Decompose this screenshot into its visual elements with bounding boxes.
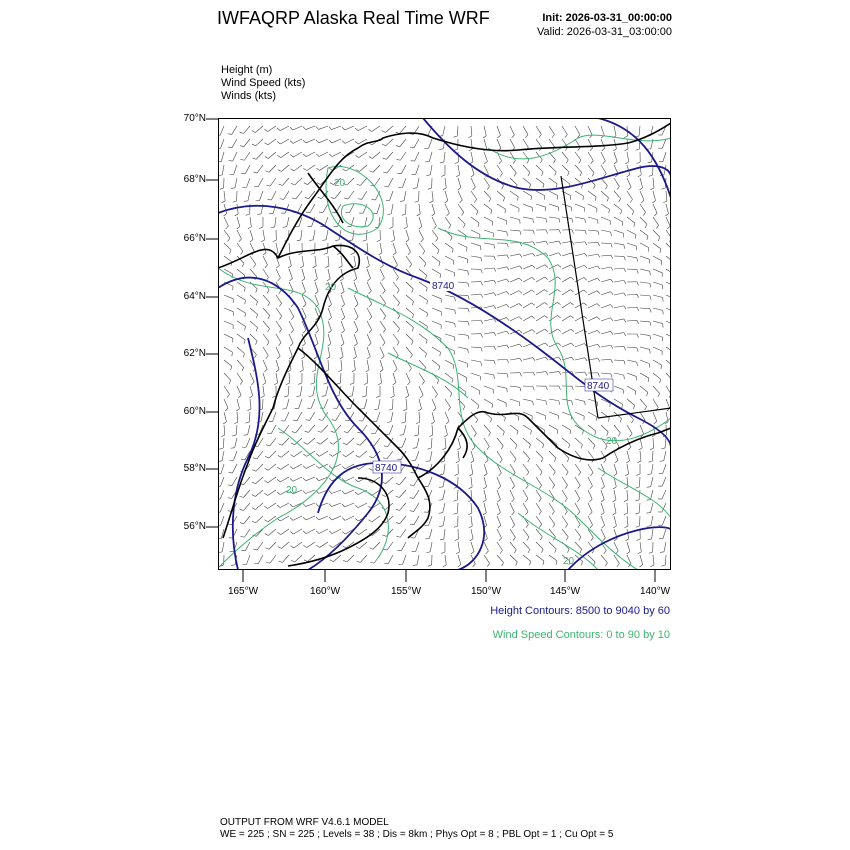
- field-winds: Winds (kts): [221, 90, 276, 102]
- field-wind-speed: Wind Speed (kts): [221, 77, 306, 89]
- lat-label-66: 66°N: [183, 233, 206, 244]
- init-time: Init: 2026-03-31_00:00:00: [542, 12, 672, 24]
- lat-label-70: 70°N: [183, 113, 206, 124]
- lat-label-56: 56°N: [183, 521, 206, 532]
- height-label: 8740: [432, 281, 455, 292]
- field-list: [221, 64, 305, 103]
- lon-label-145: 145°W: [549, 586, 581, 597]
- wind-label: 20: [325, 282, 337, 293]
- wind-label: 20: [606, 436, 618, 447]
- wind-speed-legend: Wind Speed Contours: 0 to 90 by 10: [492, 629, 670, 641]
- height-label: 8740: [375, 463, 398, 474]
- lon-label-155: 155°W: [390, 586, 422, 597]
- model-config: WE = 225 ; SN = 225 ; Levels = 38 ; Dis = 8km ; Phys Opt = 8 ; PBL Opt = 1 ; Cu Opt = 5: [220, 829, 614, 840]
- valid-time: Valid: 2026-03-31_03:00:00: [537, 26, 672, 38]
- field-height: Height (m): [221, 64, 273, 76]
- lon-label-150: 150°W: [470, 586, 502, 597]
- lat-label-68: 68°N: [183, 174, 206, 185]
- lon-label-140: 140°W: [639, 586, 671, 597]
- wind-label: 20: [334, 178, 346, 189]
- height-legend: Height Contours: 8500 to 9040 by 60: [490, 605, 670, 617]
- lat-label-64: 64°N: [183, 291, 206, 302]
- lon-label-165: 165°W: [227, 586, 259, 597]
- model-footer: [220, 817, 613, 841]
- model-version: OUTPUT FROM WRF V4.6.1 MODEL: [220, 817, 389, 828]
- wind-label: 20: [563, 556, 575, 567]
- wind-label: 20: [286, 485, 298, 496]
- axis-ticks: [206, 112, 686, 592]
- lon-label-160: 160°W: [309, 586, 341, 597]
- lat-label-60: 60°N: [183, 406, 206, 417]
- lat-label-62: 62°N: [183, 348, 206, 359]
- height-label: 8740: [587, 381, 610, 392]
- plot-title: IWFAQRP Alaska Real Time WRF: [217, 8, 490, 28]
- lat-label-58: 58°N: [183, 463, 206, 474]
